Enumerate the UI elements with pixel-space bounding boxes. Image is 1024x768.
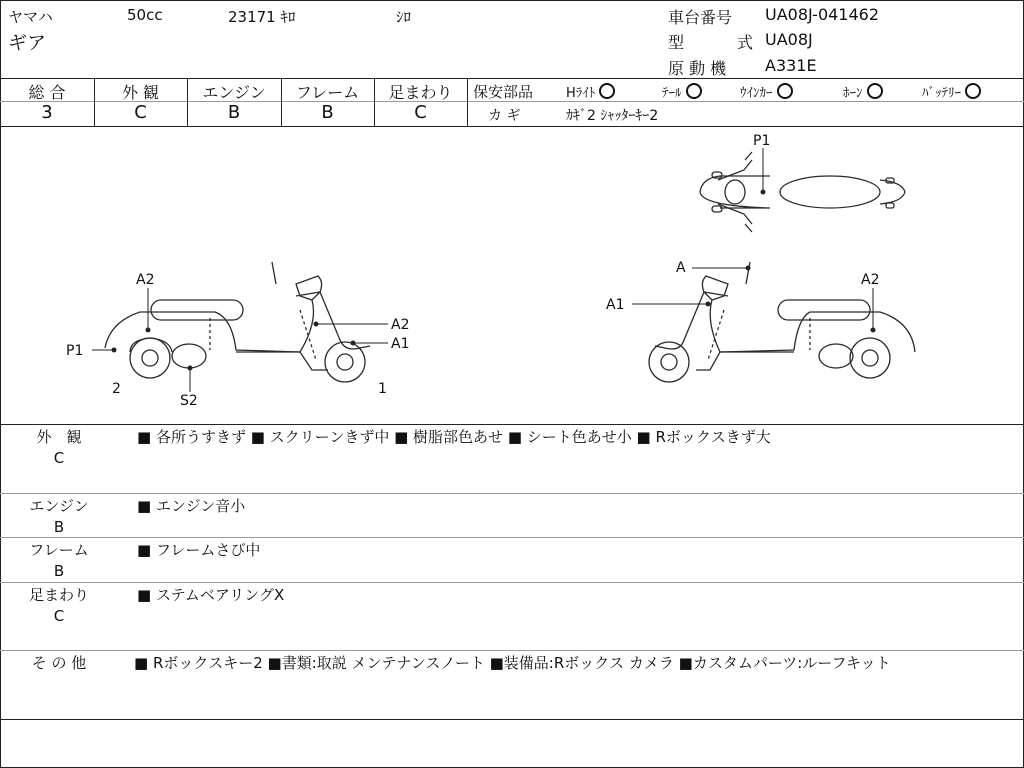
engine-section-label bbox=[19, 496, 99, 538]
label-left-a2-right: A2 bbox=[391, 317, 410, 333]
section-grade: B bbox=[53, 562, 65, 580]
other-notes: ■ Rボックスキー2 ■書類:取説 メンテナンスノート ■装備品:Rボックス カメラ ■カスタムパーツ:ルーフキット bbox=[134, 654, 891, 672]
divider bbox=[0, 537, 1024, 538]
engine-model-value: A331E bbox=[765, 56, 817, 75]
label-left-2: 2 bbox=[112, 381, 121, 397]
exterior-section-label bbox=[19, 427, 99, 469]
engine-notes: ■ エンジン音小 bbox=[137, 497, 246, 515]
frame-section-label bbox=[19, 540, 99, 582]
section-grade: C bbox=[53, 449, 65, 467]
frame-notes: ■ フレームさび中 bbox=[137, 541, 261, 559]
maker-name: ヤマハ bbox=[8, 8, 53, 26]
label-right-a2: A2 bbox=[861, 272, 880, 288]
top-view-scooter bbox=[700, 152, 905, 232]
divider bbox=[0, 719, 1024, 720]
frame-number: UA08J-041462 bbox=[765, 5, 880, 24]
label-left-a1: A1 bbox=[391, 336, 410, 352]
color: ｼﾛ bbox=[396, 8, 412, 26]
safety-item-label: ﾃｰﾙ bbox=[662, 86, 682, 101]
section-title: フレーム bbox=[29, 541, 89, 559]
suspension-section-label bbox=[19, 585, 99, 627]
suspension-grade-label: 足まわり bbox=[388, 83, 453, 102]
section-grade: C bbox=[53, 607, 65, 625]
label-left-a2-top: A2 bbox=[136, 272, 155, 288]
other-section-label bbox=[19, 653, 99, 674]
divider bbox=[0, 424, 1024, 425]
displacement: 50cc bbox=[127, 6, 163, 24]
frame-grade-label: フレーム bbox=[295, 83, 360, 102]
divider bbox=[0, 582, 1024, 583]
mileage: 23171 ｷﾛ bbox=[228, 8, 296, 26]
section-title: 外 観 bbox=[36, 428, 82, 446]
section-title: 足まわり bbox=[28, 586, 89, 604]
label-left-p1: P1 bbox=[66, 343, 84, 359]
safety-parts-label: 保安部品 bbox=[473, 83, 534, 101]
safety-item-label: ﾊﾞｯﾃﾘｰ bbox=[922, 86, 961, 101]
type-label-1: 型 bbox=[668, 33, 685, 52]
key-value: ｶｷﾞ2 ｼｬｯﾀｰｷｰ2 bbox=[566, 108, 659, 124]
key-label: カ ギ bbox=[488, 108, 521, 124]
divider bbox=[0, 650, 1024, 651]
safety-item-label: ﾎｰﾝ bbox=[843, 86, 863, 101]
frame-grade-value: B bbox=[321, 102, 334, 123]
safety-item-label: Hﾗｲﾄ bbox=[566, 86, 596, 101]
suspension-notes: ■ ステムベアリングX bbox=[137, 586, 285, 604]
engine-grade-label: エンジン bbox=[202, 83, 266, 102]
suspension-grade-value: C bbox=[414, 102, 427, 123]
engine-model-label: 原 動 機 bbox=[668, 59, 727, 78]
engine-grade-value: B bbox=[227, 102, 241, 123]
label-left-1: 1 bbox=[378, 381, 387, 397]
exterior-grade-value: C bbox=[134, 102, 147, 123]
label-right-a: A bbox=[676, 260, 686, 276]
type-value: UA08J bbox=[765, 30, 813, 49]
exterior-grade-label: 外 観 bbox=[121, 83, 160, 102]
section-grade: B bbox=[53, 518, 65, 536]
total-grade-value: 3 bbox=[41, 102, 53, 123]
divider bbox=[0, 493, 1024, 494]
label-left-s2: S2 bbox=[180, 393, 198, 409]
section-title: エンジン bbox=[29, 497, 89, 515]
label-top-p1: P1 bbox=[753, 133, 771, 149]
model-name: ギア bbox=[8, 32, 47, 54]
type-label-2: 式 bbox=[737, 33, 754, 52]
label-right-a1: A1 bbox=[606, 297, 625, 313]
frame-number-label: 車台番号 bbox=[668, 8, 733, 27]
exterior-notes: ■ 各所うすきず ■ スクリーンきず中 ■ 樹脂部色あせ ■ シート色あせ小 ■ Rボックスきず大 bbox=[137, 428, 771, 446]
total-grade-label: 総 合 bbox=[28, 83, 66, 102]
safety-item-label: ｳｲﾝｶｰ bbox=[740, 86, 773, 101]
section-title: そ の 他 bbox=[31, 654, 87, 672]
